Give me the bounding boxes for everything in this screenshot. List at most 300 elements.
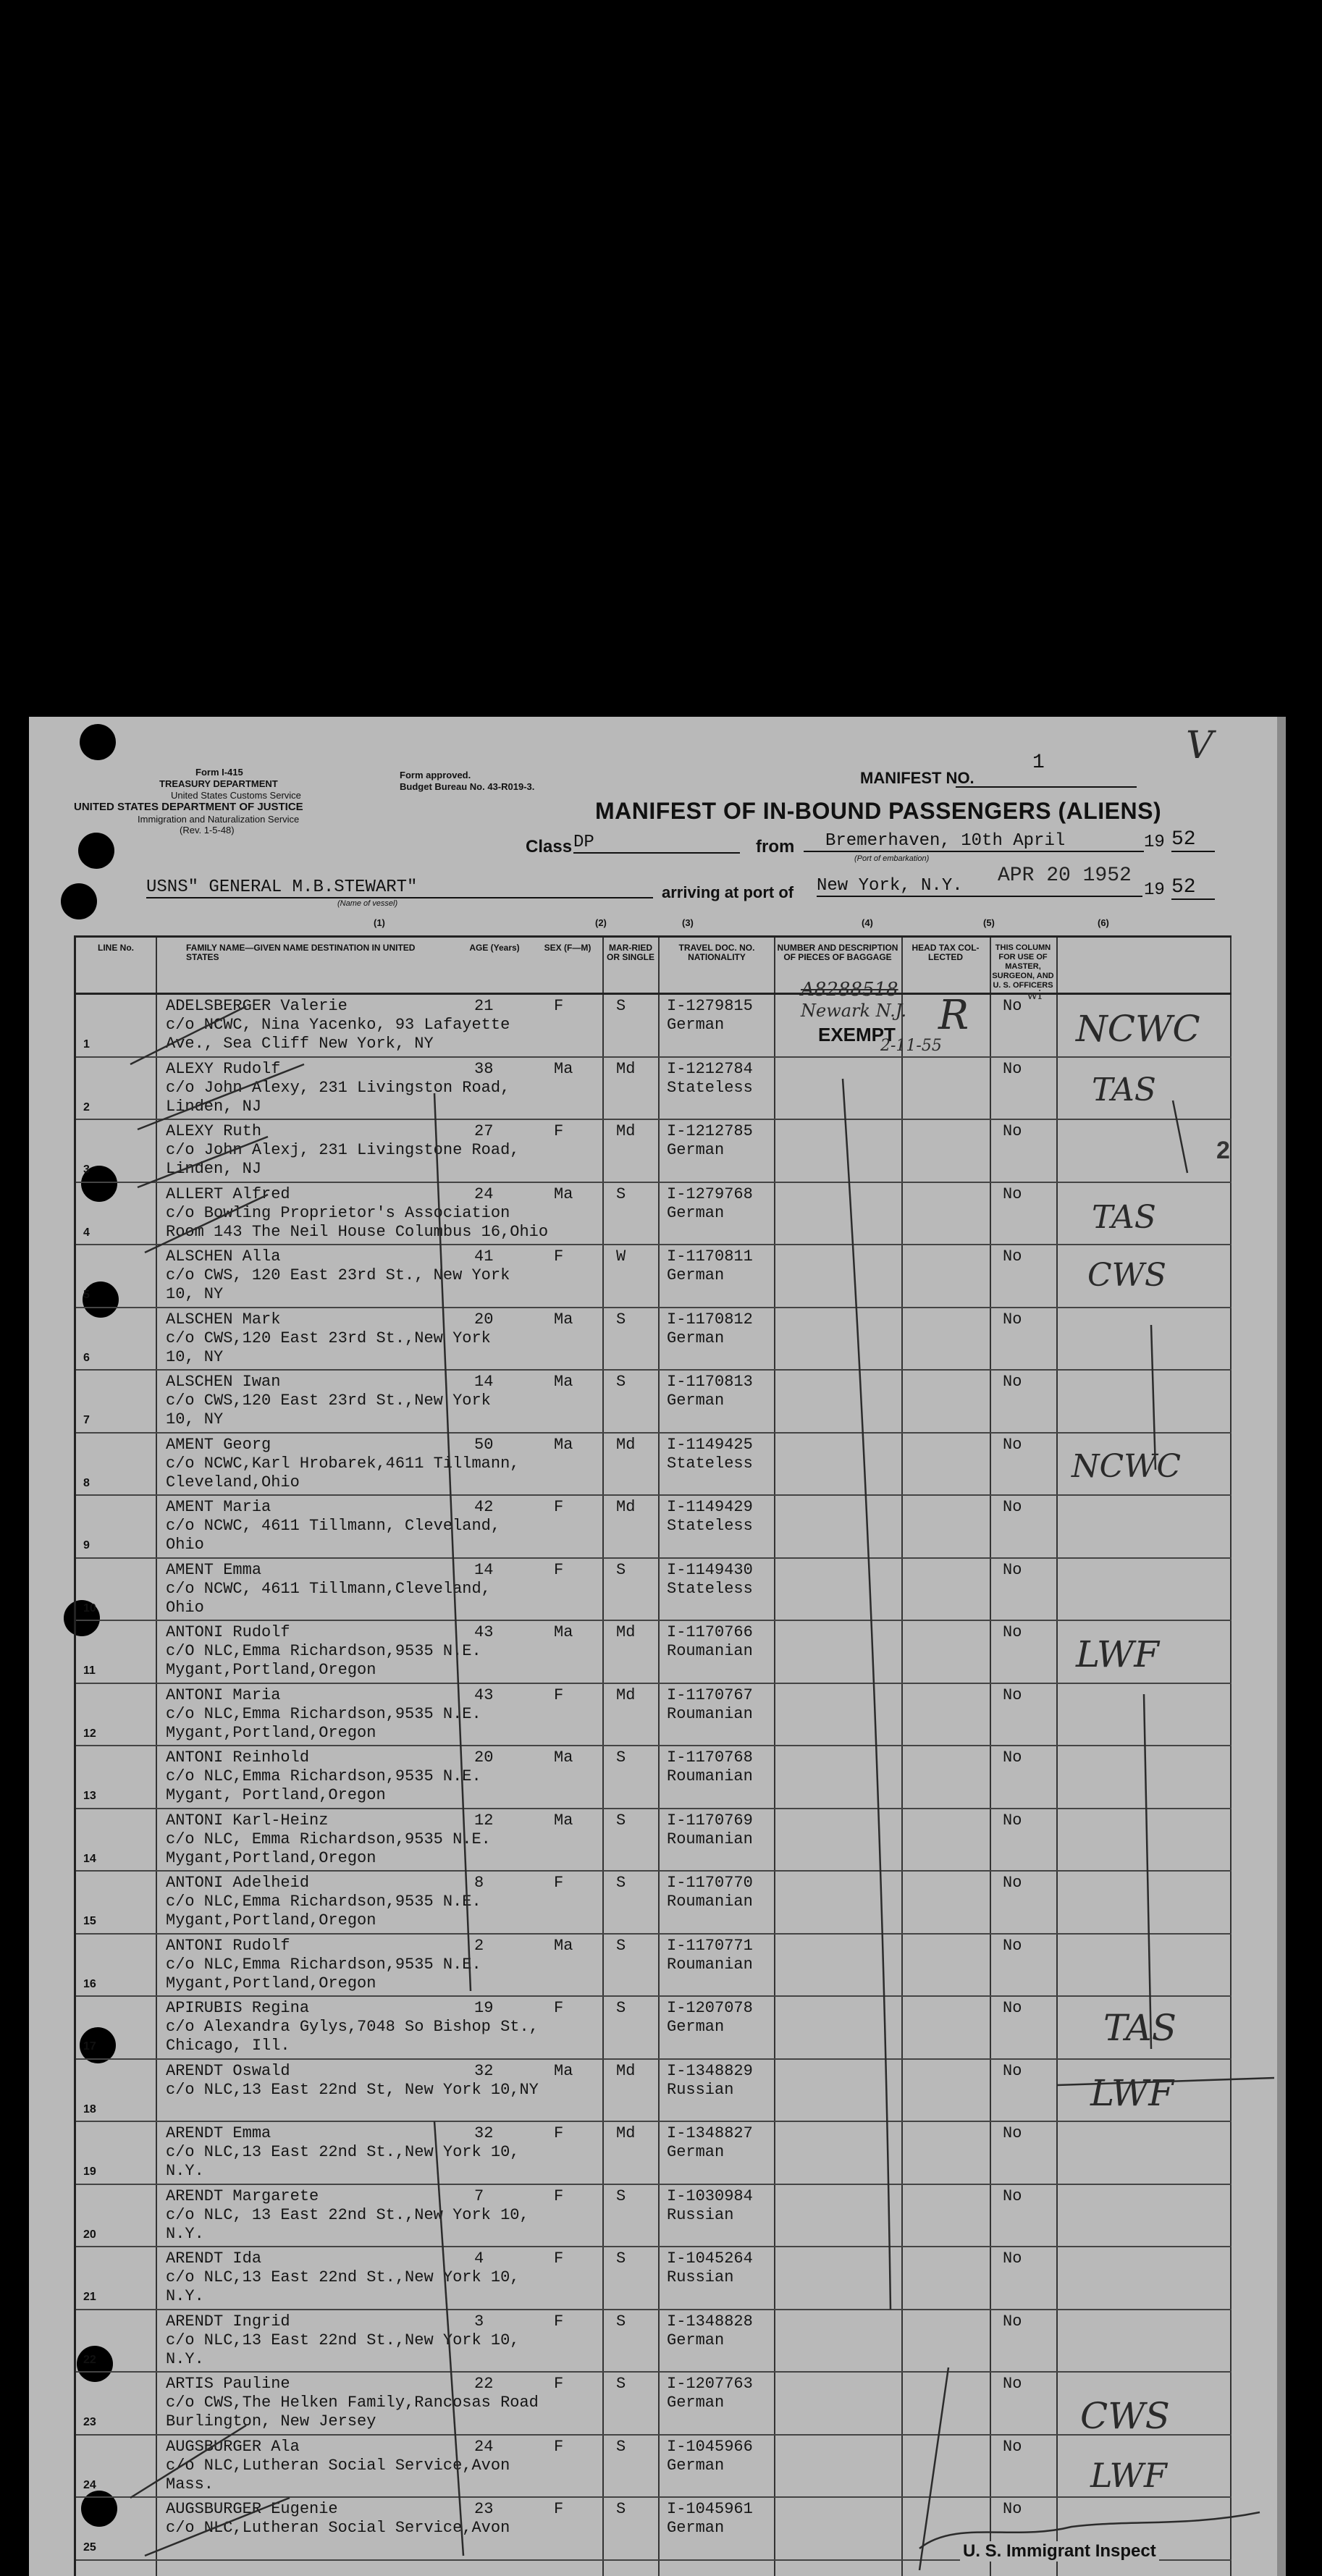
cell-name: ALSCHEN Iwan xyxy=(166,1373,281,1391)
cell-line: 21 xyxy=(83,2291,96,2303)
cell-nat: Russian xyxy=(667,2268,734,2286)
column-number-2: (2) xyxy=(595,917,607,928)
cell-age: 41 xyxy=(474,1247,494,1266)
officer-note-tas-1: TAS xyxy=(1092,1072,1156,1108)
cell-sex: Ma xyxy=(554,1373,573,1391)
class-label: Class xyxy=(526,837,573,856)
cell-age: 32 xyxy=(474,2061,494,2080)
cell-tax: No xyxy=(1003,2312,1022,2331)
officer-note-ncwc-2: NCWC xyxy=(1072,1448,1182,1485)
cell-sex: F xyxy=(554,1247,564,1266)
cell-line: 22 xyxy=(83,2353,96,2366)
manifest-no-value: 1 xyxy=(1032,752,1045,774)
cell-nat: Stateless xyxy=(667,1517,753,1535)
officer-note-tas-2: TAS xyxy=(1092,1199,1156,1236)
cell-dest1: c/o CWS,120 East 23rd St.,New York xyxy=(166,1392,491,1410)
cell-dest1: c/o CWS, 120 East 23rd St., New York xyxy=(166,1266,510,1284)
cell-doc: I-1170812 xyxy=(667,1310,753,1329)
year-prefix-1: 19 xyxy=(1144,833,1165,852)
cell-line: 11 xyxy=(83,1664,96,1677)
cell-sex: F xyxy=(554,2437,564,2456)
column-number-6: (6) xyxy=(1098,917,1109,928)
cell-name: ARENDT Ida xyxy=(166,2249,262,2268)
cell-tax: No xyxy=(1003,1874,1022,1892)
class-value: DP xyxy=(573,833,740,854)
cell-ms: Md xyxy=(616,2124,636,2142)
inspector-footer: U. S. Immigrant Inspect xyxy=(960,2541,1159,2562)
manifest-sheet xyxy=(29,717,1286,2576)
cell-sex: F xyxy=(554,1874,564,1892)
cell-doc: I-1045961 xyxy=(667,2500,753,2518)
cell-dest1: c/o John Alexy, 231 Livingston Road, xyxy=(166,1078,510,1097)
cell-ms: S xyxy=(616,1936,626,1955)
cell-sex: Ma xyxy=(554,1748,573,1767)
cell-age: 20 xyxy=(474,1748,494,1767)
column-number-1: (1) xyxy=(374,917,385,928)
column-header-line: LINE No. xyxy=(98,943,134,953)
cell-dest2: Mygant,Portland,Oregon xyxy=(166,1974,376,1992)
cell-line: 4 xyxy=(83,1226,90,1239)
column-header-sex: SEX (F—M) xyxy=(544,943,591,953)
cell-name: ANTONI Reinhold xyxy=(166,1748,310,1767)
cell-age: 20 xyxy=(474,1310,494,1329)
cell-tax: No xyxy=(1003,1811,1022,1830)
cell-line: 8 xyxy=(83,1476,90,1489)
cell-dest1: c/o NLC,13 East 22nd St, New York 10,NY xyxy=(166,2080,539,2099)
officer-note-lwf-3: LWF xyxy=(1090,2456,1167,2495)
cell-ms: Md xyxy=(616,1059,636,1078)
cell-dest2: 10, NY xyxy=(166,1410,224,1428)
cell-doc: I-1170766 xyxy=(667,1623,753,1641)
cell-nat: Roumanian xyxy=(667,1642,753,1660)
cell-ms: Md xyxy=(616,2061,636,2080)
cell-doc: I-1170767 xyxy=(667,1685,753,1704)
cell-name: ANTONI Karl-Heinz xyxy=(166,1811,329,1830)
cell-ms: S xyxy=(616,2312,626,2331)
cell-tax: No xyxy=(1003,1435,1022,1454)
revision: (Rev. 1-5-48) xyxy=(180,825,235,835)
cell-nat: Stateless xyxy=(667,1579,753,1598)
cell-dest2: N.Y. xyxy=(166,2162,204,2180)
cell-nat: German xyxy=(667,1329,725,1347)
cell-ms: Md xyxy=(616,1623,636,1641)
cell-sex: Ma xyxy=(554,1811,573,1830)
cell-dest1: c/o John Alexj, 231 Livingstone Road, xyxy=(166,1141,520,1159)
cell-age: 14 xyxy=(474,1373,494,1391)
cell-age: 24 xyxy=(474,2437,494,2456)
cell-tax: No xyxy=(1003,1936,1022,1955)
cell-dest1: c/o NCWC, 4611 Tillmann,Cleveland, xyxy=(166,1579,491,1598)
vessel-note: (Name of vessel) xyxy=(337,899,398,908)
cell-line: 7 xyxy=(83,1414,90,1426)
cell-nat: Roumanian xyxy=(667,1893,753,1911)
cell-sex: Ma xyxy=(554,1435,573,1454)
cell-age: 22 xyxy=(474,2375,494,2393)
cell-ms: S xyxy=(616,2375,626,2393)
cell-dest2: Mygant,Portland,Oregon xyxy=(166,1661,376,1679)
cell-sex: F xyxy=(554,2186,564,2205)
cell-nat: Russian xyxy=(667,2080,734,2099)
cell-age: 4 xyxy=(474,2249,484,2268)
cell-name: ALSCHEN Mark xyxy=(166,1310,281,1329)
cell-dest2: Mygant,Portland,Oregon xyxy=(166,1723,376,1742)
cell-line: 17 xyxy=(83,2040,96,2053)
cell-ms: Md xyxy=(616,1435,636,1454)
cell-name: AUGSBURGER Ala xyxy=(166,2437,300,2456)
cell-sex: F xyxy=(554,2249,564,2268)
corner-check-mark: V xyxy=(1186,724,1213,767)
cell-line: 18 xyxy=(83,2103,96,2116)
cell-tax: No xyxy=(1003,1184,1022,1203)
cell-name: ANTONI Maria xyxy=(166,1685,281,1704)
cell-name: ARTIS Pauline xyxy=(166,2375,290,2393)
cell-nat: German xyxy=(667,1266,725,1284)
cell-age: 2 xyxy=(474,1936,484,1955)
vessel-name: USNS" GENERAL M.B.STEWART" xyxy=(146,877,653,898)
officer-note-lwf-1: LWF xyxy=(1076,1633,1159,1675)
cell-sex: F xyxy=(554,997,564,1015)
cell-sex: Ma xyxy=(554,1936,573,1955)
cell-nat: German xyxy=(667,1016,725,1034)
cell-sex: F xyxy=(554,2312,564,2331)
cell-ms: Md xyxy=(616,1498,636,1516)
cell-ms: S xyxy=(616,2500,626,2518)
cell-tax: No xyxy=(1003,1748,1022,1767)
cell-age: 19 xyxy=(474,1999,494,2017)
pencil-strokes xyxy=(29,717,1286,2576)
cell-ms: S xyxy=(616,2186,626,2205)
cell-line: 12 xyxy=(83,1727,96,1740)
cell-sex: F xyxy=(554,2500,564,2518)
cell-dest1: c/o NLC,13 East 22nd St.,New York 10, xyxy=(166,2331,520,2349)
cell-age: 14 xyxy=(474,1560,494,1579)
cell-doc: I-1207763 xyxy=(667,2375,753,2393)
cell-age: 7 xyxy=(474,2186,484,2205)
cell-doc: I-1279768 xyxy=(667,1184,753,1203)
cell-dest2: Mygant, Portland,Oregon xyxy=(166,1786,386,1804)
cell-name: ARENDT Emma xyxy=(166,2124,271,2142)
cell-ms: S xyxy=(616,1748,626,1767)
cell-age: 24 xyxy=(474,1184,494,1203)
cell-line: 13 xyxy=(83,1790,96,1802)
embarkation-note: (Port of embarkation) xyxy=(854,854,930,863)
cell-age: 8 xyxy=(474,1874,484,1892)
cell-tax: No xyxy=(1003,1560,1022,1579)
column-header-married: MAR-RIED OR SINGLE xyxy=(606,943,654,962)
cell-age: 23 xyxy=(474,2500,494,2518)
cell-sex: F xyxy=(554,2124,564,2142)
cell-dest2: Ohio xyxy=(166,1536,204,1554)
cell-tax: No xyxy=(1003,2375,1022,2393)
column-header-head-tax: HEAD TAX COL-LECTED xyxy=(911,943,980,962)
cell-age: 50 xyxy=(474,1435,494,1454)
cell-dest2: Mygant,Portland,Oregon xyxy=(166,1848,376,1867)
from-label: from xyxy=(756,837,795,856)
cell-name: ADELSBERGER Valerie xyxy=(166,997,348,1015)
cell-dest1: c/o NLC,Emma Richardson,9535 N.E. xyxy=(166,1704,481,1723)
officer-note-ncwc-1: NCWC xyxy=(1076,1008,1200,1050)
cell-dest2: Mygant,Portland,Oregon xyxy=(166,1911,376,1929)
column-number-4: (4) xyxy=(862,917,873,928)
cell-dest1: c/o NCWC,Karl Hrobarek,4611 Tillmann, xyxy=(166,1454,520,1473)
cell-dest2: N.Y. xyxy=(166,2287,204,2305)
cell-dest1: c/O NLC,Emma Richardson,9535 N.E. xyxy=(166,1642,481,1660)
cell-ms: S xyxy=(616,2249,626,2268)
cell-line: 15 xyxy=(83,1915,96,1927)
side-number: 2 xyxy=(1216,1137,1230,1164)
cell-ms: S xyxy=(616,1184,626,1203)
cell-line: 24 xyxy=(83,2478,96,2491)
cell-line: 10 xyxy=(83,1601,96,1615)
officer-note-tas-3: TAS xyxy=(1103,2007,1176,2049)
officer-note-lwf-2: LWF xyxy=(1090,2072,1174,2114)
cell-doc: I-1170811 xyxy=(667,1247,753,1266)
year-2: 52 xyxy=(1171,876,1215,900)
cell-dest2: 10, NY xyxy=(166,1285,224,1303)
officer-note-cws-1: CWS xyxy=(1087,1257,1167,1294)
treasury-department: TREASURY DEPARTMENT xyxy=(159,778,278,789)
cell-line: 25 xyxy=(83,2541,96,2554)
cell-dest1: c/o NLC,13 East 22nd St.,New York 10, xyxy=(166,2143,520,2161)
cell-doc: I-1149430 xyxy=(667,1560,753,1579)
from-value: Bremerhaven, 10th April xyxy=(804,831,1144,852)
column-header-officers: THIS COLUMN FOR USE OF MASTER, SURGEON, AND U. S. OFFICERS xyxy=(992,943,1054,990)
cell-doc: I-1348829 xyxy=(667,2061,753,2080)
cell-sex: F xyxy=(554,1122,564,1140)
cell-doc: I-1212784 xyxy=(667,1059,753,1078)
cell-sex: Ma xyxy=(554,1310,573,1329)
cell-tax: No xyxy=(1003,1310,1022,1329)
cell-dest1: c/o Alexandra Gylys,7048 So Bishop St., xyxy=(166,2018,539,2036)
cell-name: AMENT Georg xyxy=(166,1435,271,1454)
cell-dest1: c/o Bowling Proprietor's Association xyxy=(166,1203,510,1222)
cell-sex: Ma xyxy=(554,2061,573,2080)
cell-ms: S xyxy=(616,1373,626,1391)
cell-dest2: N.Y. xyxy=(166,2349,204,2368)
cell-tax: No xyxy=(1003,2500,1022,2518)
officer-note-cws-2: CWS xyxy=(1080,2395,1170,2437)
cell-sex: Ma xyxy=(554,1184,573,1203)
cell-line: 14 xyxy=(83,1852,96,1865)
cell-ms: S xyxy=(616,1811,626,1830)
cell-name: ALLERT Alfred xyxy=(166,1184,290,1203)
cell-tax: No xyxy=(1003,997,1022,1015)
cell-dest1: c/o CWS,The Helken Family,Rancosas Road xyxy=(166,2394,539,2412)
baggage-city-handwriting: Newark N.J. xyxy=(801,1001,907,1021)
budget-bureau: Budget Bureau No. 43-R019-3. xyxy=(400,781,535,792)
cell-tax: No xyxy=(1003,1685,1022,1704)
cell-sex: Ma xyxy=(554,1623,573,1641)
cell-line: 5 xyxy=(83,1289,90,1301)
cell-dest2: N.Y. xyxy=(166,2224,204,2243)
cell-tax: No xyxy=(1003,2249,1022,2268)
cell-ms: W xyxy=(616,1247,626,1266)
cell-dest2: Linden, NJ xyxy=(166,1097,262,1116)
column-header-name: FAMILY NAME—GIVEN NAME DESTINATION IN UNITED STATES xyxy=(186,943,416,962)
cell-nat: Roumanian xyxy=(667,1704,753,1723)
cell-ms: S xyxy=(616,2437,626,2456)
cell-line: 3 xyxy=(83,1163,90,1176)
cell-line: 2 xyxy=(83,1100,90,1114)
cell-ms: S xyxy=(616,997,626,1015)
cell-ms: S xyxy=(616,1874,626,1892)
cell-tax: No xyxy=(1003,1059,1022,1078)
column-header-age: AGE (Years) xyxy=(469,943,520,953)
cell-nat: Stateless xyxy=(667,1454,753,1473)
cell-dest2: 10, NY xyxy=(166,1347,224,1366)
cell-tax: No xyxy=(1003,1247,1022,1266)
exempt-date-handwriting: 2-11-55 xyxy=(880,1037,942,1055)
baggage-number-handwriting: A8288518 xyxy=(801,979,898,1001)
immigration-service: Immigration and Naturalization Service xyxy=(138,814,300,825)
manifest-title: MANIFEST OF IN-BOUND PASSENGERS (ALIENS) xyxy=(595,798,1162,824)
cell-tax: No xyxy=(1003,2186,1022,2205)
cell-tax: No xyxy=(1003,1498,1022,1516)
cell-age: 27 xyxy=(474,1122,494,1140)
cell-ms: S xyxy=(616,1310,626,1329)
cell-doc: I-1030984 xyxy=(667,2186,753,2205)
column-number-3: (3) xyxy=(682,917,694,928)
cell-name: ALEXY Rudolf xyxy=(166,1059,281,1078)
cell-doc: I-1279815 xyxy=(667,997,753,1015)
cell-doc: I-1170771 xyxy=(667,1936,753,1955)
cell-dest1: c/o NLC,Lutheran Social Service,Avon xyxy=(166,2519,510,2537)
cell-doc: I-1207078 xyxy=(667,1999,753,2017)
cell-nat: Roumanian xyxy=(667,1767,753,1785)
form-number: Form I-415 xyxy=(195,767,243,778)
cell-nat: German xyxy=(667,1203,725,1222)
cell-doc: I-1149425 xyxy=(667,1435,753,1454)
cell-doc: I-1212785 xyxy=(667,1122,753,1140)
cell-age: 43 xyxy=(474,1685,494,1704)
cell-doc: I-1149429 xyxy=(667,1498,753,1516)
cell-dest1: c/o NLC,Emma Richardson,9535 N.E. xyxy=(166,1893,481,1911)
cell-nat: German xyxy=(667,2394,725,2412)
cell-doc: I-1170769 xyxy=(667,1811,753,1830)
cell-dest2: Chicago, Ill. xyxy=(166,2037,290,2055)
cell-age: 32 xyxy=(474,2124,494,2142)
cell-sex: F xyxy=(554,1560,564,1579)
cell-dest2: Cleveland,Ohio xyxy=(166,1473,300,1491)
cell-dest1: c/o NCWC, 4611 Tillmann, Cleveland, xyxy=(166,1517,501,1535)
r-mark: R xyxy=(938,992,969,1039)
cell-line: 6 xyxy=(83,1351,90,1364)
cell-dest1: c/o NLC, 13 East 22nd St.,New York 10, xyxy=(166,2205,529,2224)
cell-name: ANTONI Adelheid xyxy=(166,1874,310,1892)
cell-nat: German xyxy=(667,2143,725,2161)
cell-nat: Roumanian xyxy=(667,1830,753,1848)
exempt-stamp: EXEMPT xyxy=(818,1024,896,1045)
cell-age: 21 xyxy=(474,997,494,1015)
cell-name: APIRUBIS Regina xyxy=(166,1999,310,2017)
cell-name: AMENT Emma xyxy=(166,1560,262,1579)
cell-age: 3 xyxy=(474,2312,484,2331)
cell-sex: F xyxy=(554,1685,564,1704)
cell-dest2: Burlington, New Jersey xyxy=(166,2412,376,2430)
cell-tax: No xyxy=(1003,1373,1022,1391)
cell-dest1: c/o NLC,Lutheran Social Service,Avon xyxy=(166,2456,510,2475)
cell-line: 20 xyxy=(83,2228,96,2241)
cell-dest1: c/o CWS,120 East 23rd St.,New York xyxy=(166,1329,491,1347)
column-number-5: (5) xyxy=(983,917,995,928)
form-approved: Form approved. xyxy=(400,770,471,780)
cell-name: ANTONI Rudolf xyxy=(166,1936,290,1955)
cell-name: ARENDT Margarete xyxy=(166,2186,319,2205)
cell-dest1: c/o NLC, Emma Richardson,9535 N.E. xyxy=(166,1830,491,1848)
cell-sex: F xyxy=(554,2375,564,2393)
cell-ms: S xyxy=(616,1999,626,2017)
cell-dest2: Mass. xyxy=(166,2475,214,2493)
cell-sex: Ma xyxy=(554,1059,573,1078)
cell-ms: Md xyxy=(616,1685,636,1704)
cell-line: 1 xyxy=(83,1038,90,1051)
cell-age: 42 xyxy=(474,1498,494,1516)
cell-doc: I-1045966 xyxy=(667,2437,753,2456)
cell-sex: F xyxy=(554,1999,564,2017)
manifest-no-label: MANIFEST NO. xyxy=(860,769,974,787)
cell-sex: F xyxy=(554,1498,564,1516)
cell-tax: No xyxy=(1003,1623,1022,1641)
cell-nat: Russian xyxy=(667,2205,734,2224)
cell-dest1: c/o NLC,Emma Richardson,9535 N.E. xyxy=(166,1955,481,1974)
cell-name: ARENDT Oswald xyxy=(166,2061,290,2080)
cell-dest1: c/o NLC,13 East 22nd St.,New York 10, xyxy=(166,2268,520,2286)
customs-service: United States Customs Service xyxy=(171,790,301,801)
cell-nat: German xyxy=(667,2456,725,2475)
cell-dest2: Room 143 The Neil House Columbus 16,Ohio xyxy=(166,1222,549,1241)
cell-tax: No xyxy=(1003,1999,1022,2017)
w-mark: wi xyxy=(1027,988,1043,1003)
cell-nat: German xyxy=(667,2018,725,2036)
cell-name: ARENDT Ingrid xyxy=(166,2312,290,2331)
cell-tax: No xyxy=(1003,2437,1022,2456)
cell-doc: I-1348827 xyxy=(667,2124,753,2142)
cell-nat: Roumanian xyxy=(667,1955,753,1974)
year-prefix-2: 19 xyxy=(1144,880,1165,900)
cell-name: AMENT Maria xyxy=(166,1498,271,1516)
cell-dest1: c/o NLC,Emma Richardson,9535 N.E. xyxy=(166,1767,481,1785)
cell-ms: Md xyxy=(616,1122,636,1140)
cell-dest2: Ohio xyxy=(166,1598,204,1617)
cell-line: 19 xyxy=(83,2165,96,2178)
column-header-baggage: NUMBER AND DESCRIPTION OF PIECES OF BAGGAGE xyxy=(777,943,898,962)
cell-tax: No xyxy=(1003,1122,1022,1140)
cell-doc: I-1170770 xyxy=(667,1874,753,1892)
cell-nat: German xyxy=(667,2331,725,2349)
cell-age: 12 xyxy=(474,1811,494,1830)
cell-age: 38 xyxy=(474,1059,494,1078)
cell-name: ALEXY Ruth xyxy=(166,1122,262,1140)
cell-nat: German xyxy=(667,2519,725,2537)
cell-line: 16 xyxy=(83,1977,96,1990)
cell-line: 23 xyxy=(83,2416,96,2428)
cell-dest1: c/o NCWC, Nina Yacenko, 93 Lafayette xyxy=(166,1016,510,1034)
cell-nat: German xyxy=(667,1141,725,1159)
cell-name: ANTONI Rudolf xyxy=(166,1623,290,1641)
justice-department: UNITED STATES DEPARTMENT OF JUSTICE xyxy=(74,801,303,813)
cell-tax: No xyxy=(1003,2124,1022,2142)
column-header-travel-doc: TRAVEL DOC. NO. NATIONALITY xyxy=(678,943,755,962)
arrival-date-stamp: APR 20 1952 xyxy=(998,864,1132,887)
cell-line: 9 xyxy=(83,1539,90,1552)
cell-doc: I-1170813 xyxy=(667,1373,753,1391)
cell-ms: S xyxy=(616,1560,626,1579)
cell-name: ALSCHEN Alla xyxy=(166,1247,281,1266)
cell-dest2: Ave., Sea Cliff New York, NY xyxy=(166,1035,434,1053)
cell-age: 43 xyxy=(474,1623,494,1641)
cell-nat: Stateless xyxy=(667,1078,753,1097)
cell-doc: I-1348828 xyxy=(667,2312,753,2331)
